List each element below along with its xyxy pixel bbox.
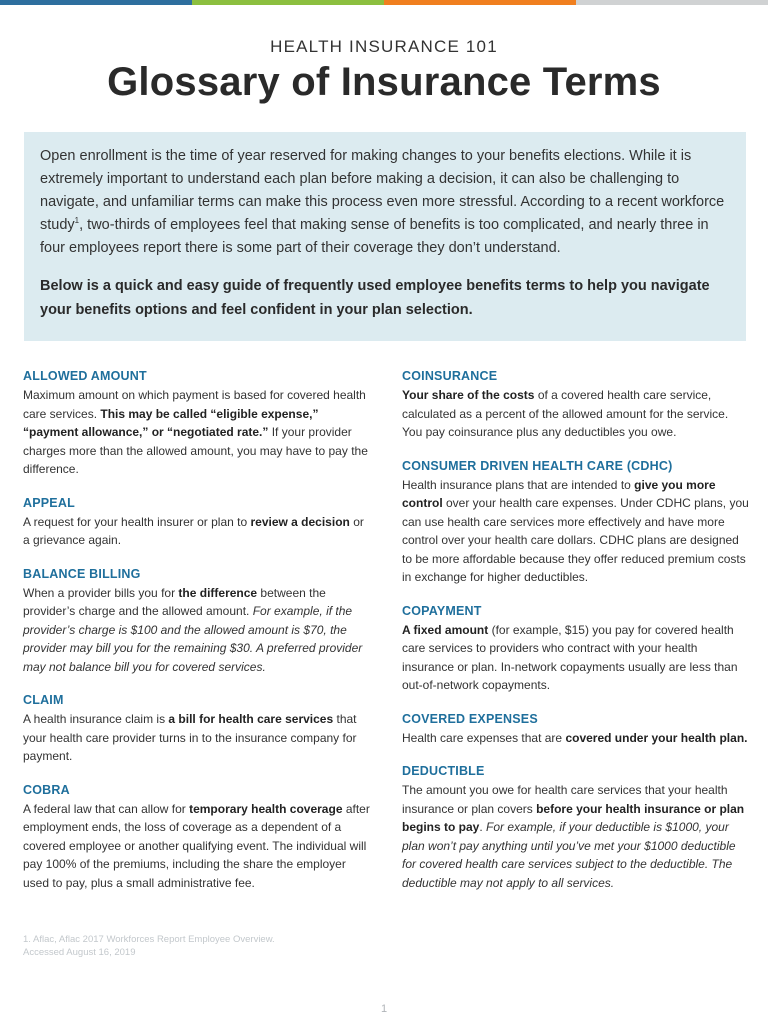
color-bar-gray <box>576 0 768 5</box>
definition-emphasis: before your health insurance or plan begins to pay <box>402 801 745 834</box>
term-title: BALANCE BILLING <box>23 566 141 581</box>
term-title: DEDUCTIBLE <box>402 764 485 778</box>
glossary-term <box>402 711 750 748</box>
page-number: 1 <box>380 1003 388 1015</box>
glossary-term <box>23 782 373 893</box>
definition-text: A federal law that can allow for <box>23 801 190 816</box>
definition-example: For example, if your deductible is $1000, your plan won’t pay anything until you’ve met your $1000 deductible for covered health care services subject to the deductible. The deductible may not apply to all services. <box>402 820 736 890</box>
definition-emphasis: a bill for health care services <box>168 712 334 726</box>
term-definition <box>23 386 373 479</box>
term-title: APPEAL <box>23 495 75 510</box>
definition-text: A health insurance claim is <box>23 712 169 726</box>
definition-emphasis: give you more control <box>402 477 716 510</box>
definition-emphasis: covered under your health plan. <box>565 730 748 745</box>
term-definition <box>402 781 750 892</box>
definition-text: Health insurance plans that are intended to <box>402 477 635 492</box>
intro-paragraph <box>40 145 728 260</box>
term-definition <box>402 386 750 442</box>
term-definition <box>23 800 373 893</box>
definition-text: (for example, $15) you pay for covered health care services to providers who contract with your health insurance or plan. In-network copayments usually are less than out-of-network copayments. <box>402 622 738 692</box>
glossary-term <box>402 458 750 587</box>
top-color-bar <box>0 0 768 5</box>
intro-box <box>24 132 746 341</box>
color-bar-orange <box>384 0 576 5</box>
term-definition <box>23 584 373 677</box>
glossary-term <box>23 566 373 677</box>
footnote: 1. Aflac, Aflac 2017 Workforces Report Employee Overview. Accessed August 16, 2019 <box>23 934 275 958</box>
definition-emphasis: temporary health coverage <box>189 801 343 816</box>
term-definition <box>23 513 373 550</box>
definition-text: Maximum amount on which payment is based for covered health care services. <box>23 388 366 421</box>
term-title: CONSUMER DRIVEN HEALTH CARE (CDHC) <box>402 458 673 473</box>
term-title: ALLOWED AMOUNT <box>23 369 147 383</box>
definition-text: or a grievance again. <box>23 514 364 547</box>
definition-text: after employment ends, the loss of coverage as a dependent of a covered employee or another qualifying event. The individual will pay 100% of the premiums, including the share the employer used to pay, plus a small administrative fee. <box>23 801 370 890</box>
glossary-term <box>402 763 750 892</box>
term-definition <box>23 710 373 766</box>
glossary-column-left <box>23 368 373 908</box>
term-title: CLAIM <box>23 693 64 707</box>
definition-text: that your health care provider turns in to the insurance company for payment. <box>23 712 357 763</box>
definition-text: over your health care expenses. Under CDHC plans, you can use health care services more effectively and have more control over your health care dollars. CDHC plans are designed to be more affordable because they offer reduced premium costs in exchange for higher deductibles. <box>402 496 749 584</box>
definition-text: The amount you owe for health care services that your health insurance or plan covers <box>402 783 728 816</box>
definition-text: Health care expenses that are <box>402 730 566 745</box>
term-definition <box>402 476 750 587</box>
definition-emphasis: A fixed amount <box>402 622 489 637</box>
term-title: COBRA <box>23 782 70 797</box>
glossary-column-right <box>402 368 750 908</box>
definition-emphasis: the difference <box>178 585 258 600</box>
term-title: COVERED EXPENSES <box>402 711 538 726</box>
definition-emphasis: Your share of the costs <box>402 388 535 402</box>
definition-text: . <box>479 820 487 834</box>
glossary-term <box>402 603 750 695</box>
color-bar-green <box>192 0 384 5</box>
glossary-term <box>402 368 750 442</box>
color-bar-blue <box>0 0 192 5</box>
term-definition <box>402 621 750 695</box>
definition-text: A request for your health insurer or plan to <box>23 514 251 529</box>
definition-text: If your provider charges more than the allowed amount, you may have to pay the difference. <box>23 425 368 476</box>
definition-text: between the provider’s charge and the allowed amount. <box>23 585 326 618</box>
page-title: Glossary of Insurance Terms <box>107 60 661 104</box>
definition-emphasis: review a decision <box>250 514 350 529</box>
footnote-ref: 1 <box>74 216 80 226</box>
intro-text-end: , two-thirds of employees feel that making sense of benefits is too complicated, and nearly three in four employees report there is some part of their coverage they don’t understand. <box>40 217 709 256</box>
intro-lead: Below is a quick and easy guide of frequently used employee benefits terms to help you navigate your benefits options and feel confident in your plan selection. <box>40 278 710 318</box>
term-title: COPAYMENT <box>402 603 482 618</box>
definition-text: When a provider bills you for <box>23 585 179 600</box>
intro-text-start: Open enrollment is the time of year reserved for making changes to your benefits elections. While it is extremely important to understand each plan before making a decision, it can also be challenging to navigate, and unfamiliar terms can make this process even more stressful. According to a recent workforce study <box>40 148 725 233</box>
term-definition <box>402 729 750 748</box>
definition-text: of a covered health care service, calculated as a percent of the allowed amount for the service. You pay coinsurance plus any deductibles you owe. <box>402 388 729 439</box>
glossary-term <box>23 692 373 766</box>
definition-emphasis: This may be called “eligible expense,” “payment allowance,” or “negotiated rate.” <box>23 406 319 439</box>
glossary-term <box>23 368 373 479</box>
glossary-term <box>23 495 373 550</box>
term-title: COINSURANCE <box>402 369 498 383</box>
definition-example: For example, if the provider’s charge is $100 and the allowed amount is $70, the provider may bill you for the remaining $30. A preferred provider may not balance bill you for covered services. <box>23 604 363 674</box>
page-kicker: HEALTH INSURANCE 101 <box>270 37 498 56</box>
